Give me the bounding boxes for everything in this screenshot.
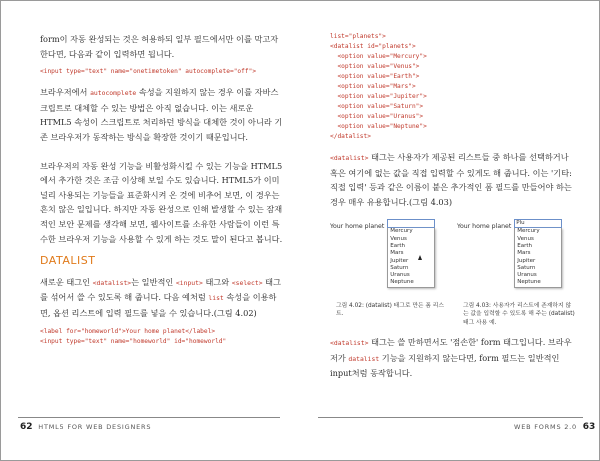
datalist-option[interactable]: Earth: [517, 242, 533, 249]
code-line: <option value="Mars">: [330, 83, 416, 90]
running-title: WEB FORMS 2.0: [514, 423, 577, 431]
figure-4-03: [457, 219, 575, 327]
field-label: Your home planet: [457, 223, 512, 231]
field-label: Your home planet: [330, 223, 385, 231]
datalist-dropdown: [387, 228, 435, 287]
code-line: <option value="Earth">: [330, 73, 420, 80]
footer-rule: [18, 417, 280, 418]
figure-caption: 그림 4.02: (datalist) 태그로 만든 폼 리스트.: [336, 302, 445, 318]
paragraph: <datalist> 태그는 사용자가 제공된 리스트들 중 하나를 선택하거나 혹은 여기에 없는 값을 직접 입력할 수 있게도 해 줍니다. 이는 '기타: 직접 입력' 등과 같은 이름이 붙은 추가적인 폼 필드를 만들어야 하는 경우 매우 유용합니다.(그림 4.03): [330, 152, 572, 207]
inline-code: datalist: [348, 354, 380, 363]
figure-4-02: [330, 219, 448, 327]
inline-code: <datalist>: [330, 339, 369, 348]
paragraph: form이 자동 완성되는 것은 허용하되 일부 필드에서만 이를 막고자 한다면, 다음과 같이 입력하면 됩니다.: [40, 34, 279, 59]
folio-right: [514, 422, 595, 432]
code-block: [330, 32, 575, 142]
code-line: list="planets">: [330, 33, 386, 40]
section-heading: DATALIST: [40, 254, 96, 268]
right-page: [330, 32, 575, 387]
footer-rule: [318, 417, 583, 418]
page-number: 62: [20, 422, 33, 432]
code-line: <option value="Uranus">: [330, 113, 424, 120]
left-page: [40, 32, 285, 347]
code-line: <option value="Saturn">: [330, 103, 424, 110]
paragraph: 새로운 태그인 <datalist>는 일반적인 <input> 태그와 <select> 태그를 섞어서 쓸 수 있도록 해 줍니다. 다음 예처럼 list 속성을 이용하면, 옵션 리스트에 입력 필드를 넣을 수 있습니다.(그림 4.02): [40, 276, 281, 318]
datalist-option[interactable]: Mars: [390, 250, 404, 257]
datalist-option[interactable]: Uranus: [390, 272, 410, 279]
inline-code: <select>: [231, 278, 263, 287]
paragraph: 브라우저의 자동 완성 기능을 비활성화시킬 수 있는 기능을 HTML5에서 추가한 것은 조금 이상해 보일 수도 있습니다. HTML5가 이미 널리 사용되는 기능들을 표준화시켜 온 것에 비추어 보면, 이 경우는 흔치 않은 일입니다. 하지만 자동 완성으로 인해 발생할 수 있는 잠재적인 보안 문제를 생각해 보면, 웹사이트를 소유한 사람들이 이런 특수한 브라우저 기능을 사용할 수 있게 하는 것도 말이 된다고 봅니다.: [40, 160, 283, 244]
datalist-option[interactable]: Mercury: [390, 228, 413, 235]
datalist-dropdown: [514, 228, 562, 287]
inline-code: <input>: [175, 278, 203, 287]
code-line: <option value="Neptune">: [330, 123, 427, 130]
inline-code: autocomplete: [90, 89, 137, 98]
code-line: <datalist id="planets">: [330, 43, 416, 50]
figure-caption: 그림 4.03: 사용자가 리스트에 존재하지 않는 값을 입력할 수 있도록 해 주는 (datalist) 태그 사용 예.: [463, 302, 575, 326]
homeworld-input[interactable]: Plu: [514, 219, 562, 228]
datalist-option[interactable]: Earth: [390, 242, 406, 249]
inline-code: list: [208, 294, 224, 303]
datalist-option[interactable]: Jupiter: [517, 257, 536, 264]
paragraph: <datalist> 태그는 쓸 만하면서도 '점손한' form 태그입니다. 브라우저가 datalist 기능을 지원하지 않는다면, form 필드는 일반적인 input처럼 동작합니다.: [330, 337, 572, 379]
code-line: </datalist>: [330, 133, 371, 140]
inline-code: <datalist>: [92, 278, 132, 287]
figures: [330, 219, 575, 327]
datalist-option[interactable]: Saturn: [390, 264, 409, 271]
datalist-option[interactable]: Mercury: [517, 228, 540, 235]
datalist-option[interactable]: Uranus: [517, 272, 537, 279]
datalist-option[interactable]: Venus: [517, 235, 534, 242]
datalist-option[interactable]: Jupiter: [390, 257, 409, 264]
code-line: <option value="Mercury">: [330, 53, 427, 60]
folio-left: [20, 422, 151, 432]
datalist-option[interactable]: Saturn: [517, 264, 536, 271]
code-line: <label for="homeworld">Your home planet</label>: [40, 327, 216, 335]
code-line: <input type="text" name="onetimetoken" autocomplete="off">: [40, 68, 257, 76]
running-title: HTML5 FOR WEB DESIGNERS: [38, 423, 152, 431]
homeworld-input[interactable]: [387, 219, 435, 228]
paragraph: 브라우저에서 autocomplete 속성을 지원하지 않는 경우 이를 자바스크립트로 대체할 수 있는 방법은 아직 없습니다. 이는 새로운 HTML5 속성이 스크립트로 처리하던 방식을 대체한 것이 아니라 기존 브라우저가 동작하는 방식을 확장한 것이기 때문입니다.: [40, 87, 283, 142]
code-line: <option value="Venus">: [330, 63, 420, 70]
page-number: 63: [582, 422, 596, 432]
inline-code: <datalist>: [330, 154, 369, 162]
datalist-option[interactable]: Venus: [390, 235, 407, 242]
code-line: <input type="text" name="homeworld" id="homeworld": [40, 337, 227, 345]
code-line: <option value="Jupiter">: [330, 93, 427, 100]
datalist-option[interactable]: Neptune: [517, 279, 541, 286]
mouse-cursor-icon: [418, 255, 422, 260]
datalist-option[interactable]: Neptune: [390, 279, 414, 286]
datalist-option[interactable]: Mars: [517, 250, 531, 257]
